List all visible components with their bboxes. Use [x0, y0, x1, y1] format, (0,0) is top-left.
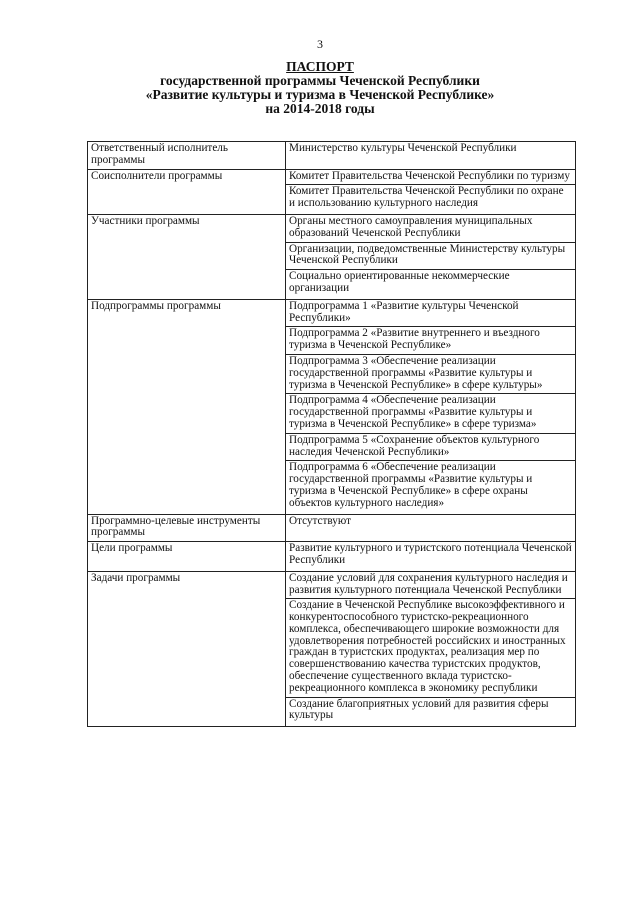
row-value: Подпрограмма 6 «Обеспечение реализации государственной программы «Развитие культуры и туризма в Чеченской Республике» в сфере охраны объектов культурного наследия» [286, 460, 575, 511]
row-value: Организации, подведомственные Министерству культуры Чеченской Республики [286, 242, 575, 270]
row-label: Цели программы [88, 542, 286, 572]
row-label: Ответственный исполнитель программы [88, 142, 286, 170]
row-values [286, 142, 576, 170]
table-row [88, 542, 576, 572]
row-value: Органы местного самоуправления муниципальных образований Чеченской Республики [289, 214, 533, 239]
row-value: Подпрограмма 2 «Развитие внутреннего и въездного туризма в Чеченской Республике» [286, 326, 575, 354]
row-values [286, 542, 576, 572]
row-values [286, 571, 576, 727]
row-values [286, 299, 576, 514]
row-value: Подпрограмма 3 «Обеспечение реализации государственной программы «Развитие культуры и туризма в Чеченской Республике» в сфере культуры» [286, 354, 575, 393]
title-line-4: на 2014-2018 годы [265, 101, 375, 116]
row-label: Подпрограммы программы [88, 299, 286, 514]
table-row [88, 514, 576, 542]
row-value: Создание условий для сохранения культурного наследия и развития культурного потенциала Чеченской Республики [289, 571, 568, 596]
row-label: Соисполнители программы [88, 169, 286, 214]
table-row [88, 169, 576, 214]
title-heading: ПАСПОРТ [286, 59, 354, 74]
row-value: Отсутствуют [289, 514, 351, 527]
document-title [0, 60, 640, 116]
table-row [88, 571, 576, 727]
row-value: Создание благоприятных условий для развития сферы культуры [286, 697, 575, 725]
row-values [286, 169, 576, 214]
page-number: 3 [317, 37, 323, 51]
row-value: Министерство культуры Чеченской Республики [289, 142, 517, 154]
table-row [88, 299, 576, 514]
row-values [286, 514, 576, 542]
row-label: Задачи программы [88, 571, 286, 727]
row-label: Участники программы [88, 214, 286, 299]
row-value: Развитие культурного и туристского потенциала Чеченской Республики [289, 542, 572, 566]
row-value: Комитет Правительства Чеченской Республики по охране и использованию культурного наследия [286, 184, 575, 212]
row-label: Программно-целевые инструменты программы [88, 514, 286, 542]
row-value: Социально ориентированные некоммерческие организации [286, 269, 575, 297]
row-value: Подпрограмма 1 «Развитие культуры Чеченской Республики» [289, 299, 519, 324]
row-value: Создание в Чеченской Республике высокоэффективного и конкурентоспособного туристско-рекреационного комплекса, обеспечивающего широкие возможности для удовлетворения потребностей российских и иностранных граждан в туристских продуктах, реализация мер по совершенствованию качества туристских продуктов, обеспечение существенного вклада туристско-рекреационного комплекса в экономику республики [286, 598, 575, 696]
row-value: Подпрограмма 5 «Сохранение объектов культурного наследия Чеченской Республики» [286, 433, 575, 461]
table-row [88, 214, 576, 299]
passport-table [87, 141, 576, 727]
row-values [286, 214, 576, 299]
title-line-2: государственной программы Чеченской Республики [160, 73, 480, 88]
row-value: Комитет Правительства Чеченской Республики по туризму [289, 169, 570, 182]
table-row [88, 142, 576, 170]
title-line-3: «Развитие культуры и туризма в Чеченской Республике» [145, 87, 495, 102]
row-value: Подпрограмма 4 «Обеспечение реализации государственной программы «Развитие культуры и туризма в Чеченской Республике» в сфере туризма» [286, 393, 575, 432]
